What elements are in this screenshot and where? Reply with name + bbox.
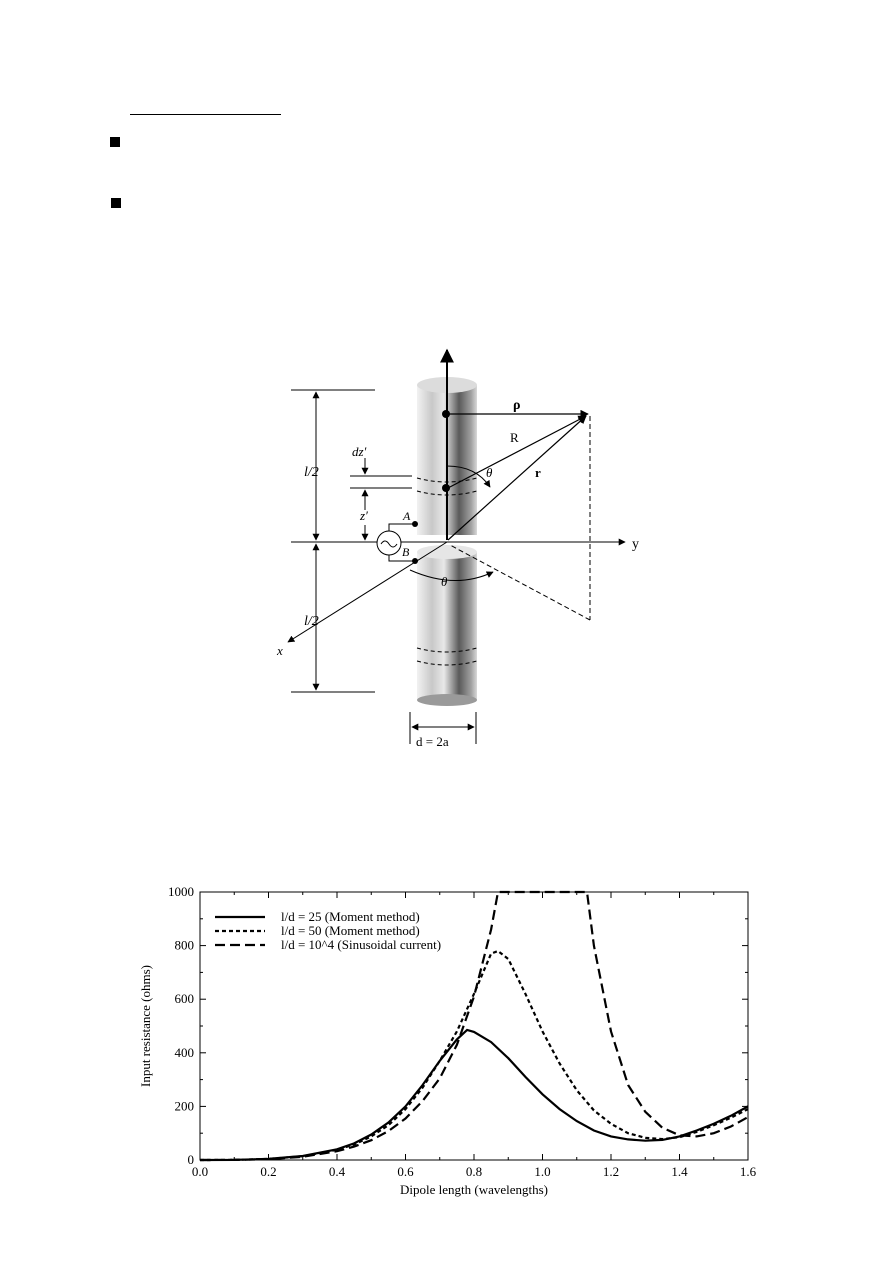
y-tick-label: 200	[174, 1098, 194, 1114]
x-tick-label: 1.4	[671, 1164, 688, 1179]
label-R: R	[510, 430, 519, 445]
series-line-2	[200, 951, 748, 1160]
plot-frame	[200, 892, 748, 1160]
x-tick-label: 0.2	[260, 1164, 277, 1179]
y-tick-label: 0	[187, 1152, 194, 1167]
legend-label-2: l/d = 50 (Moment method)	[281, 923, 420, 938]
y-tick-label: 400	[174, 1044, 194, 1060]
y-tick-group	[168, 884, 748, 1167]
label-terminal-a: A	[403, 509, 411, 523]
x-tick-label: 0.4	[328, 1164, 346, 1179]
chart-legend	[215, 909, 441, 952]
y-tick-label: 600	[174, 991, 194, 1007]
legend-label-1: l/d = 25 (Moment method)	[281, 909, 420, 924]
label-rho: ρ	[513, 398, 521, 413]
label-zprime: z′	[360, 508, 368, 523]
label-half-length-bottom: l/2	[304, 614, 319, 629]
label-theta-lower: θ	[441, 574, 448, 589]
label-r: r	[535, 465, 541, 480]
y-tick-label: 1000	[168, 884, 194, 899]
lower-dipole-arm	[417, 545, 477, 706]
label-x-axis: x	[277, 643, 283, 658]
y-axis-label: Input resistance (ohms)	[138, 964, 153, 1088]
x-tick-label: 1.0	[534, 1164, 551, 1179]
x-tick-label: 0.0	[191, 1164, 209, 1179]
series-line-1	[200, 1030, 748, 1160]
label-half-length-top: l/2	[304, 465, 319, 480]
series-line-3	[200, 892, 748, 1160]
x-tick-label: 0.6	[397, 1164, 414, 1179]
x-axis-label: Dipole length (wavelengths)	[399, 1182, 549, 1197]
x-tick-label: 0.8	[465, 1164, 483, 1179]
label-terminal-b: B	[402, 545, 410, 559]
label-dz: dz′	[352, 444, 367, 459]
y-tick-label: 800	[174, 937, 194, 953]
x-tick-group	[192, 892, 757, 1179]
label-y-axis: y	[632, 537, 639, 552]
x-tick-label: 1.6	[739, 1164, 757, 1179]
series-layer	[200, 892, 748, 1160]
x-tick-label: 1.2	[602, 1164, 620, 1179]
label-diameter: d = 2a	[416, 734, 449, 749]
dz-dimension	[350, 458, 412, 540]
legend-label-3: l/d = 10^4 (Sinusoidal current)	[281, 937, 442, 952]
label-theta: θ	[486, 465, 493, 480]
